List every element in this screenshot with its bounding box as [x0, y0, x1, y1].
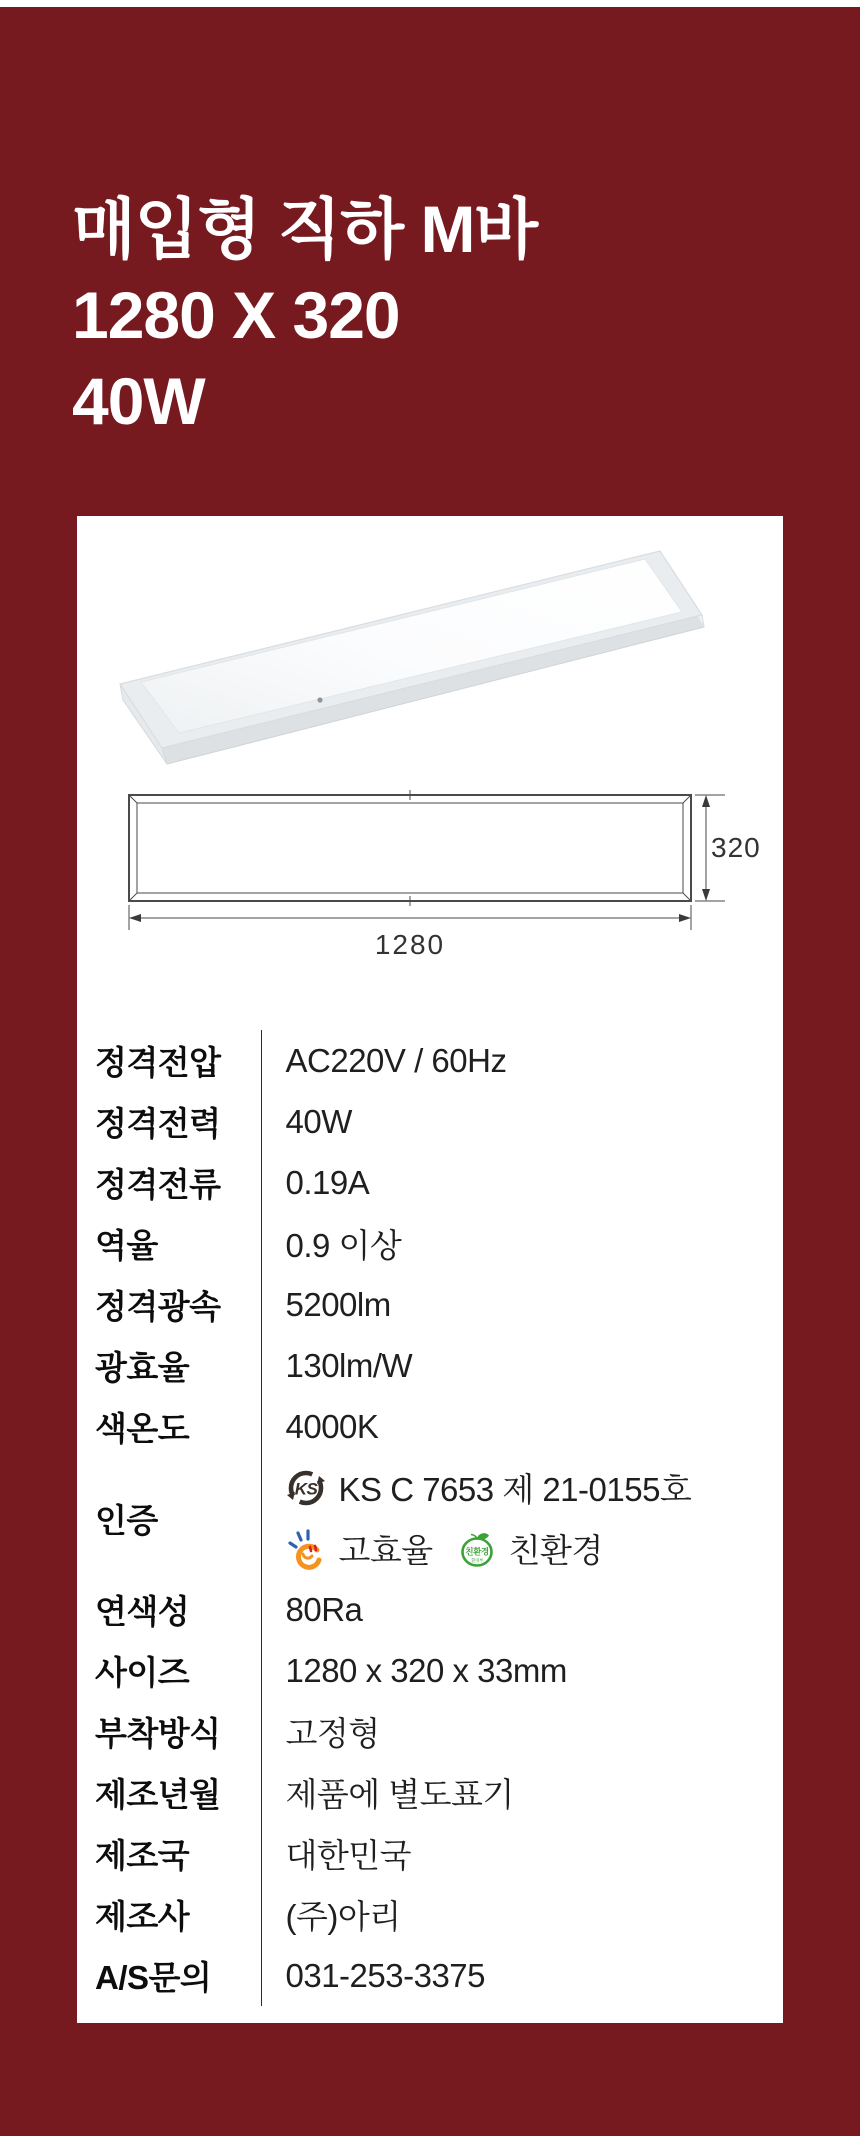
svg-text:KS: KS — [294, 1479, 317, 1498]
table-row — [77, 1152, 783, 1213]
spec-label: 역율 — [95, 1213, 262, 1274]
product-title-line-3: 40W — [72, 364, 205, 438]
product-title-line-2: 1280 X 320 — [72, 278, 400, 352]
spec-value: 4000K — [285, 1407, 379, 1445]
spec-value: 5200lm — [285, 1285, 391, 1323]
spec-label: 제조국 — [95, 1823, 262, 1884]
led-panel-image — [77, 526, 783, 776]
spec-value: 제품에 별도표기 — [285, 1776, 514, 1813]
spec-value: (주)아리 — [285, 1898, 401, 1935]
spec-label: 정격전압 — [95, 1030, 262, 1091]
spec-value: 0.9 이상 — [285, 1227, 402, 1264]
product-title-line-1: 매입형 직하 M바 — [72, 192, 538, 266]
spec-label: 정격전력 — [95, 1091, 262, 1152]
spec-value: 80Ra — [285, 1590, 363, 1628]
dimension-drawing — [77, 766, 783, 1030]
table-row — [77, 1396, 783, 1457]
svg-text:환경부: 환경부 — [470, 1557, 483, 1563]
spec-label: 연색성 — [95, 1579, 262, 1640]
table-row-certification — [77, 1457, 783, 1579]
top-white-strip — [0, 0, 860, 7]
spec-value: 1280 x 320 x 33mm — [285, 1651, 567, 1689]
ks-mark-icon — [286, 1468, 326, 1508]
spec-label: 제조사 — [95, 1884, 262, 1945]
spec-value: 고정형 — [285, 1715, 380, 1752]
spec-label: 인증 — [95, 1457, 262, 1579]
svg-text:친환경: 친환경 — [464, 1546, 489, 1556]
panel-screw-dot — [317, 697, 322, 702]
spec-label: 정격전류 — [95, 1152, 262, 1213]
table-row — [77, 1335, 783, 1396]
spec-table — [77, 1030, 783, 2006]
table-row — [77, 1213, 783, 1274]
table-row — [77, 1640, 783, 1701]
table-row — [77, 1274, 783, 1335]
certification-labels-line — [286, 1518, 603, 1579]
table-row — [77, 1884, 783, 1945]
table-row — [77, 1701, 783, 1762]
spec-value: 0.19A — [285, 1163, 370, 1201]
spec-label: 정격광속 — [95, 1274, 262, 1335]
table-row — [77, 1030, 783, 1091]
product-card — [77, 516, 783, 2023]
spec-label: 사이즈 — [95, 1640, 262, 1701]
spec-value: 031-253-3375 — [285, 1956, 486, 1994]
table-row — [77, 1823, 783, 1884]
spec-value: 40W — [285, 1102, 352, 1140]
spec-value: 대한민국 — [285, 1837, 412, 1874]
table-row — [77, 1945, 783, 2006]
spec-value: AC220V / 60Hz — [285, 1041, 507, 1079]
spec-label: 색온도 — [95, 1396, 262, 1457]
certification-ks-line — [286, 1457, 692, 1518]
spec-label: 부착방식 — [95, 1701, 262, 1762]
high-efficiency-label: 고효율 — [338, 1532, 433, 1569]
table-row — [77, 1762, 783, 1823]
dimension-width-label: 1280 — [374, 929, 446, 960]
product-title — [72, 186, 537, 444]
spec-label: 광효율 — [95, 1335, 262, 1396]
dimension-height-label: 320 — [711, 832, 761, 863]
spec-label: A/S문의 — [95, 1945, 262, 2006]
table-row — [77, 1579, 783, 1640]
ks-cert-number: KS C 7653 제 21-0155호 — [338, 1471, 692, 1508]
spec-label: 제조년월 — [95, 1762, 262, 1823]
spec-value: 130lm/W — [285, 1346, 413, 1384]
table-row — [77, 1091, 783, 1152]
high-efficiency-icon — [286, 1527, 326, 1571]
eco-label-text: 친환경 — [508, 1532, 603, 1569]
eco-label-icon — [458, 1529, 496, 1569]
spec-value-certification — [262, 1457, 692, 1579]
